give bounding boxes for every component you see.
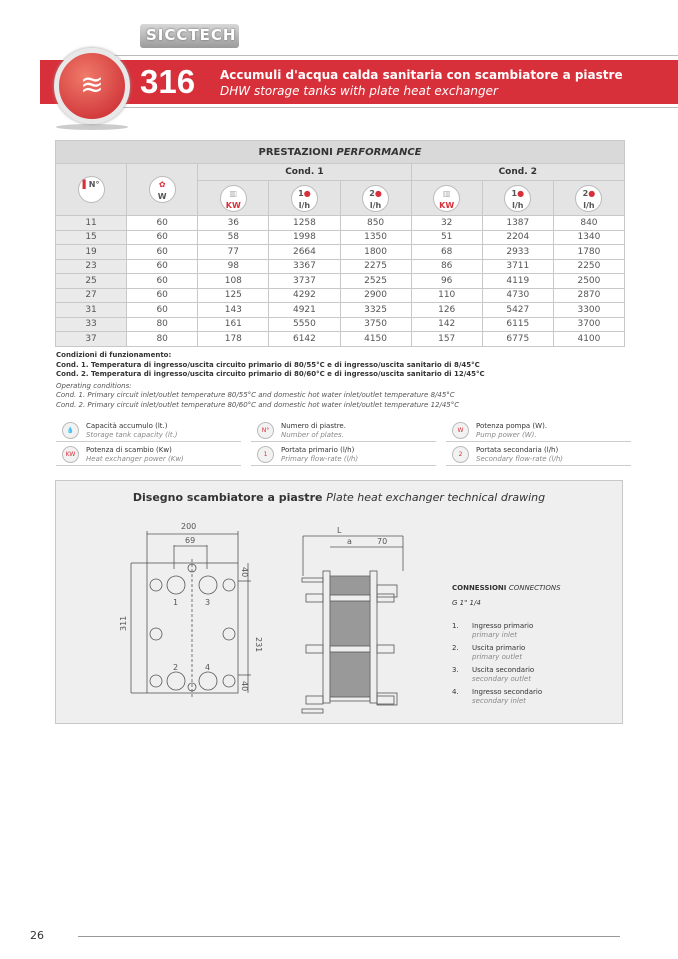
primary-flow-icon: 1● l/h [504,185,531,212]
table-cell: 2525 [340,274,411,289]
power-kw-icon: ▥ KW [433,185,460,212]
table-cell: 98 [198,259,269,274]
table-cell: 4921 [269,303,340,318]
table-cell: 4150 [340,332,411,347]
table-cell: 36 [198,216,269,231]
port-1: 1 [173,598,179,607]
dim-center: 69 [185,536,196,545]
plates-header [56,164,127,216]
table-cell: 5427 [482,303,553,318]
port-circles [150,564,235,691]
table-row [56,303,625,318]
table-cell: 60 [127,274,198,289]
plates-icon: N° [257,422,274,439]
table-cell: 2900 [340,288,411,303]
legend-label-it: Portata primario (l/h) [281,446,355,454]
table-cell: 110 [411,288,482,303]
kw-header-cond1 [198,181,269,216]
table-cell: 11 [56,216,127,231]
legend-item [446,444,631,466]
table-cell: 157 [411,332,482,347]
legend-item [251,444,436,466]
table-cell: 80 [127,317,198,332]
table-cell: 1340 [553,230,624,245]
table-cell: 6142 [269,332,340,347]
table-cell: 2275 [340,259,411,274]
badge-shadow [56,124,128,130]
table-cell: 1998 [269,230,340,245]
legend-label-it: Capacità accumulo (lt.) [86,422,168,430]
technical-drawing-panel [55,480,623,724]
table-cell: 3700 [553,317,624,332]
legend-item [446,420,631,442]
pump-header [127,164,198,216]
table-cell: 126 [411,303,482,318]
pump-icon: W [452,422,469,439]
plates-icon: ▌N° [78,176,105,203]
title-italian: Accumuli d'acqua calda sanitaria con scambiatore a piastre [220,68,623,82]
table-cell: 3300 [553,303,624,318]
divider [100,55,678,56]
table-cell: 108 [198,274,269,289]
table-cell: 23 [56,259,127,274]
title-english: DHW storage tanks with plate heat exchanger [220,84,498,98]
cond2-header: Cond. 2 [411,164,624,181]
table-cell: 161 [198,317,269,332]
table-row [56,230,625,245]
table-cell: 33 [56,317,127,332]
primary-flow-icon: 1 [257,446,274,463]
table-cell: 25 [56,274,127,289]
brand-logo: SICCTECH [140,24,239,48]
table-cell: 60 [127,259,198,274]
table-row [56,274,625,289]
secondary-flow-icon: 2● l/h [362,185,389,212]
table-cell: 6115 [482,317,553,332]
table-cell: 178 [198,332,269,347]
port-4: 4 [205,663,211,672]
table-cell: 77 [198,245,269,260]
page-number: 26 [30,929,44,942]
table-cell: 60 [127,245,198,260]
section-number: 316 [140,63,196,100]
secondary-flow-icon: 2 [452,446,469,463]
table-cell: 3711 [482,259,553,274]
condition-it-2: Cond. 2. Temperatura di ingresso/uscita circuito primario di 80/60°C e di ingresso/uscita sanitario di 12/45°C [56,370,485,378]
power-kw-icon: KW [62,446,79,463]
condition-it-1: Cond. 1. Temperatura di ingresso/uscita circuito primario di 80/55°C e di ingresso/uscita sanitario di 8/45°C [56,360,480,369]
connection-item: 2. Uscita primario primary outlet [452,644,526,661]
table-cell: 4100 [553,332,624,347]
table-row [56,245,625,260]
power-kw-icon: ▥ KW [220,185,247,212]
table-cell: 60 [127,303,198,318]
legend-label-it: Potenza di scambio (Kw) [86,446,172,454]
legend-label-en: Pump power (W). [476,431,537,439]
performance-table [55,140,625,347]
footer-line [78,936,620,937]
table-cell: 60 [127,230,198,245]
storage-capacity-icon: 💧 [62,422,79,439]
table-cell: 143 [198,303,269,318]
table-cell: 3750 [340,317,411,332]
legend-label-en: Number of plates. [281,431,344,439]
table-cell: 2870 [553,288,624,303]
plate-exchanger-drawing [56,481,436,725]
flow1-header-cond1 [269,181,340,216]
table-row [56,288,625,303]
table-cell: 80 [127,332,198,347]
side-view [302,536,403,713]
conditions-title-it: Condizioni di funzionamento: [56,351,172,359]
table-cell: 86 [411,259,482,274]
legend-label-en: Primary flow-rate (l/h) [281,455,359,463]
dim-a: a [347,537,352,546]
cond1-header: Cond. 1 [198,164,411,181]
dim-height: 311 [119,615,128,631]
dim-top: 40 [240,567,249,578]
table-cell: 4292 [269,288,340,303]
table-cell: 3325 [340,303,411,318]
table-cell: 58 [198,230,269,245]
dim-inner-height: 231 [254,637,263,653]
table-cell: 4730 [482,288,553,303]
table-cell: 3367 [269,259,340,274]
condition-en-2: Cond. 2. Primary circuit inlet/outlet temperature 80/60°C and domestic hot water inlet/outlet temperature 12/45°C [56,400,460,409]
table-cell: 2664 [269,245,340,260]
pump-icon: ✿ W [149,176,176,203]
connections-info: CONNESSIONI CONNECTIONS G 1" 1/4 1. Ingresso primario primary inlet 2. Uscita primario primary outlet 3. Uscita secondario secondary outlet 4. Ingresso secondario secondary inlet [452,584,561,705]
flow2-header-cond1 [340,181,411,216]
table-cell: 2204 [482,230,553,245]
drawing-title: Disegno scambiatore a piastre Plate heat exchanger technical drawing [132,491,546,504]
operating-conditions [56,351,485,410]
front-view [147,563,238,693]
legend-label-it: Portata secondaria (l/h) [476,446,559,454]
legend-label-en: Storage tank capacity (lt.) [86,431,178,439]
table-cell: 19 [56,245,127,260]
table-cell: 1387 [482,216,553,231]
legend-label-it: Potenza pompa (W). [476,422,548,430]
legend-label-en: Heat exchanger power (Kw) [86,455,184,463]
table-cell: 2250 [553,259,624,274]
dim-L: L [337,526,342,535]
thread-size: G 1" 1/4 [452,599,481,607]
divider [100,107,678,108]
secondary-flow-icon: 2● l/h [575,185,602,212]
table-cell: 37 [56,332,127,347]
legend-item [56,444,241,466]
primary-flow-icon: 1● l/h [291,185,318,212]
table-cell: 5550 [269,317,340,332]
table-cell: 142 [411,317,482,332]
table-cell: 6775 [482,332,553,347]
dim-70: 70 [377,537,388,546]
table-cell: 125 [198,288,269,303]
table-cell: 4119 [482,274,553,289]
connection-item: 4. Ingresso secondario secondary inlet [452,688,543,705]
connection-item: 1. Ingresso primario primary inlet [452,622,534,639]
table-cell: 31 [56,303,127,318]
legend-item [56,420,241,442]
legend-label-en: Secondary flow-rate (l/h) [476,455,563,463]
conditions-title-en: Operating conditions: [56,381,132,390]
table-cell: 68 [411,245,482,260]
dim-bottom: 40 [240,681,249,692]
table-cell: 32 [411,216,482,231]
legend-label-it: Numero di piastre. [281,422,346,430]
dim-width: 200 [181,522,197,531]
table-cell: 27 [56,288,127,303]
table-cell: 51 [411,230,482,245]
table-cell: 850 [340,216,411,231]
legend-item [251,420,436,442]
flow1-header-cond2 [482,181,553,216]
table-row [56,259,625,274]
table-cell: 1780 [553,245,624,260]
table-row [56,317,625,332]
table-cell: 60 [127,216,198,231]
table-row [56,216,625,231]
kw-header-cond2 [411,181,482,216]
condition-en-1: Cond. 1. Primary circuit inlet/outlet temperature 80/55°C and domestic hot water inlet/outlet temperature 8/45°C [56,391,455,399]
heat-waves-icon: ≋ [54,48,130,124]
table-cell: 2500 [553,274,624,289]
table-title: PRESTAZIONI PERFORMANCE [56,141,625,164]
table-cell: 840 [553,216,624,231]
port-3: 3 [205,598,211,607]
table-cell: 2933 [482,245,553,260]
table-cell: 1258 [269,216,340,231]
table-row [56,332,625,347]
port-2: 2 [173,663,179,672]
table-cell: 15 [56,230,127,245]
table-cell: 3737 [269,274,340,289]
table-cell: 1350 [340,230,411,245]
connection-item: 3. Uscita secondario secondary outlet [452,666,535,683]
table-cell: 60 [127,288,198,303]
table-cell: 1800 [340,245,411,260]
flow2-header-cond2 [553,181,624,216]
table-cell: 96 [411,274,482,289]
